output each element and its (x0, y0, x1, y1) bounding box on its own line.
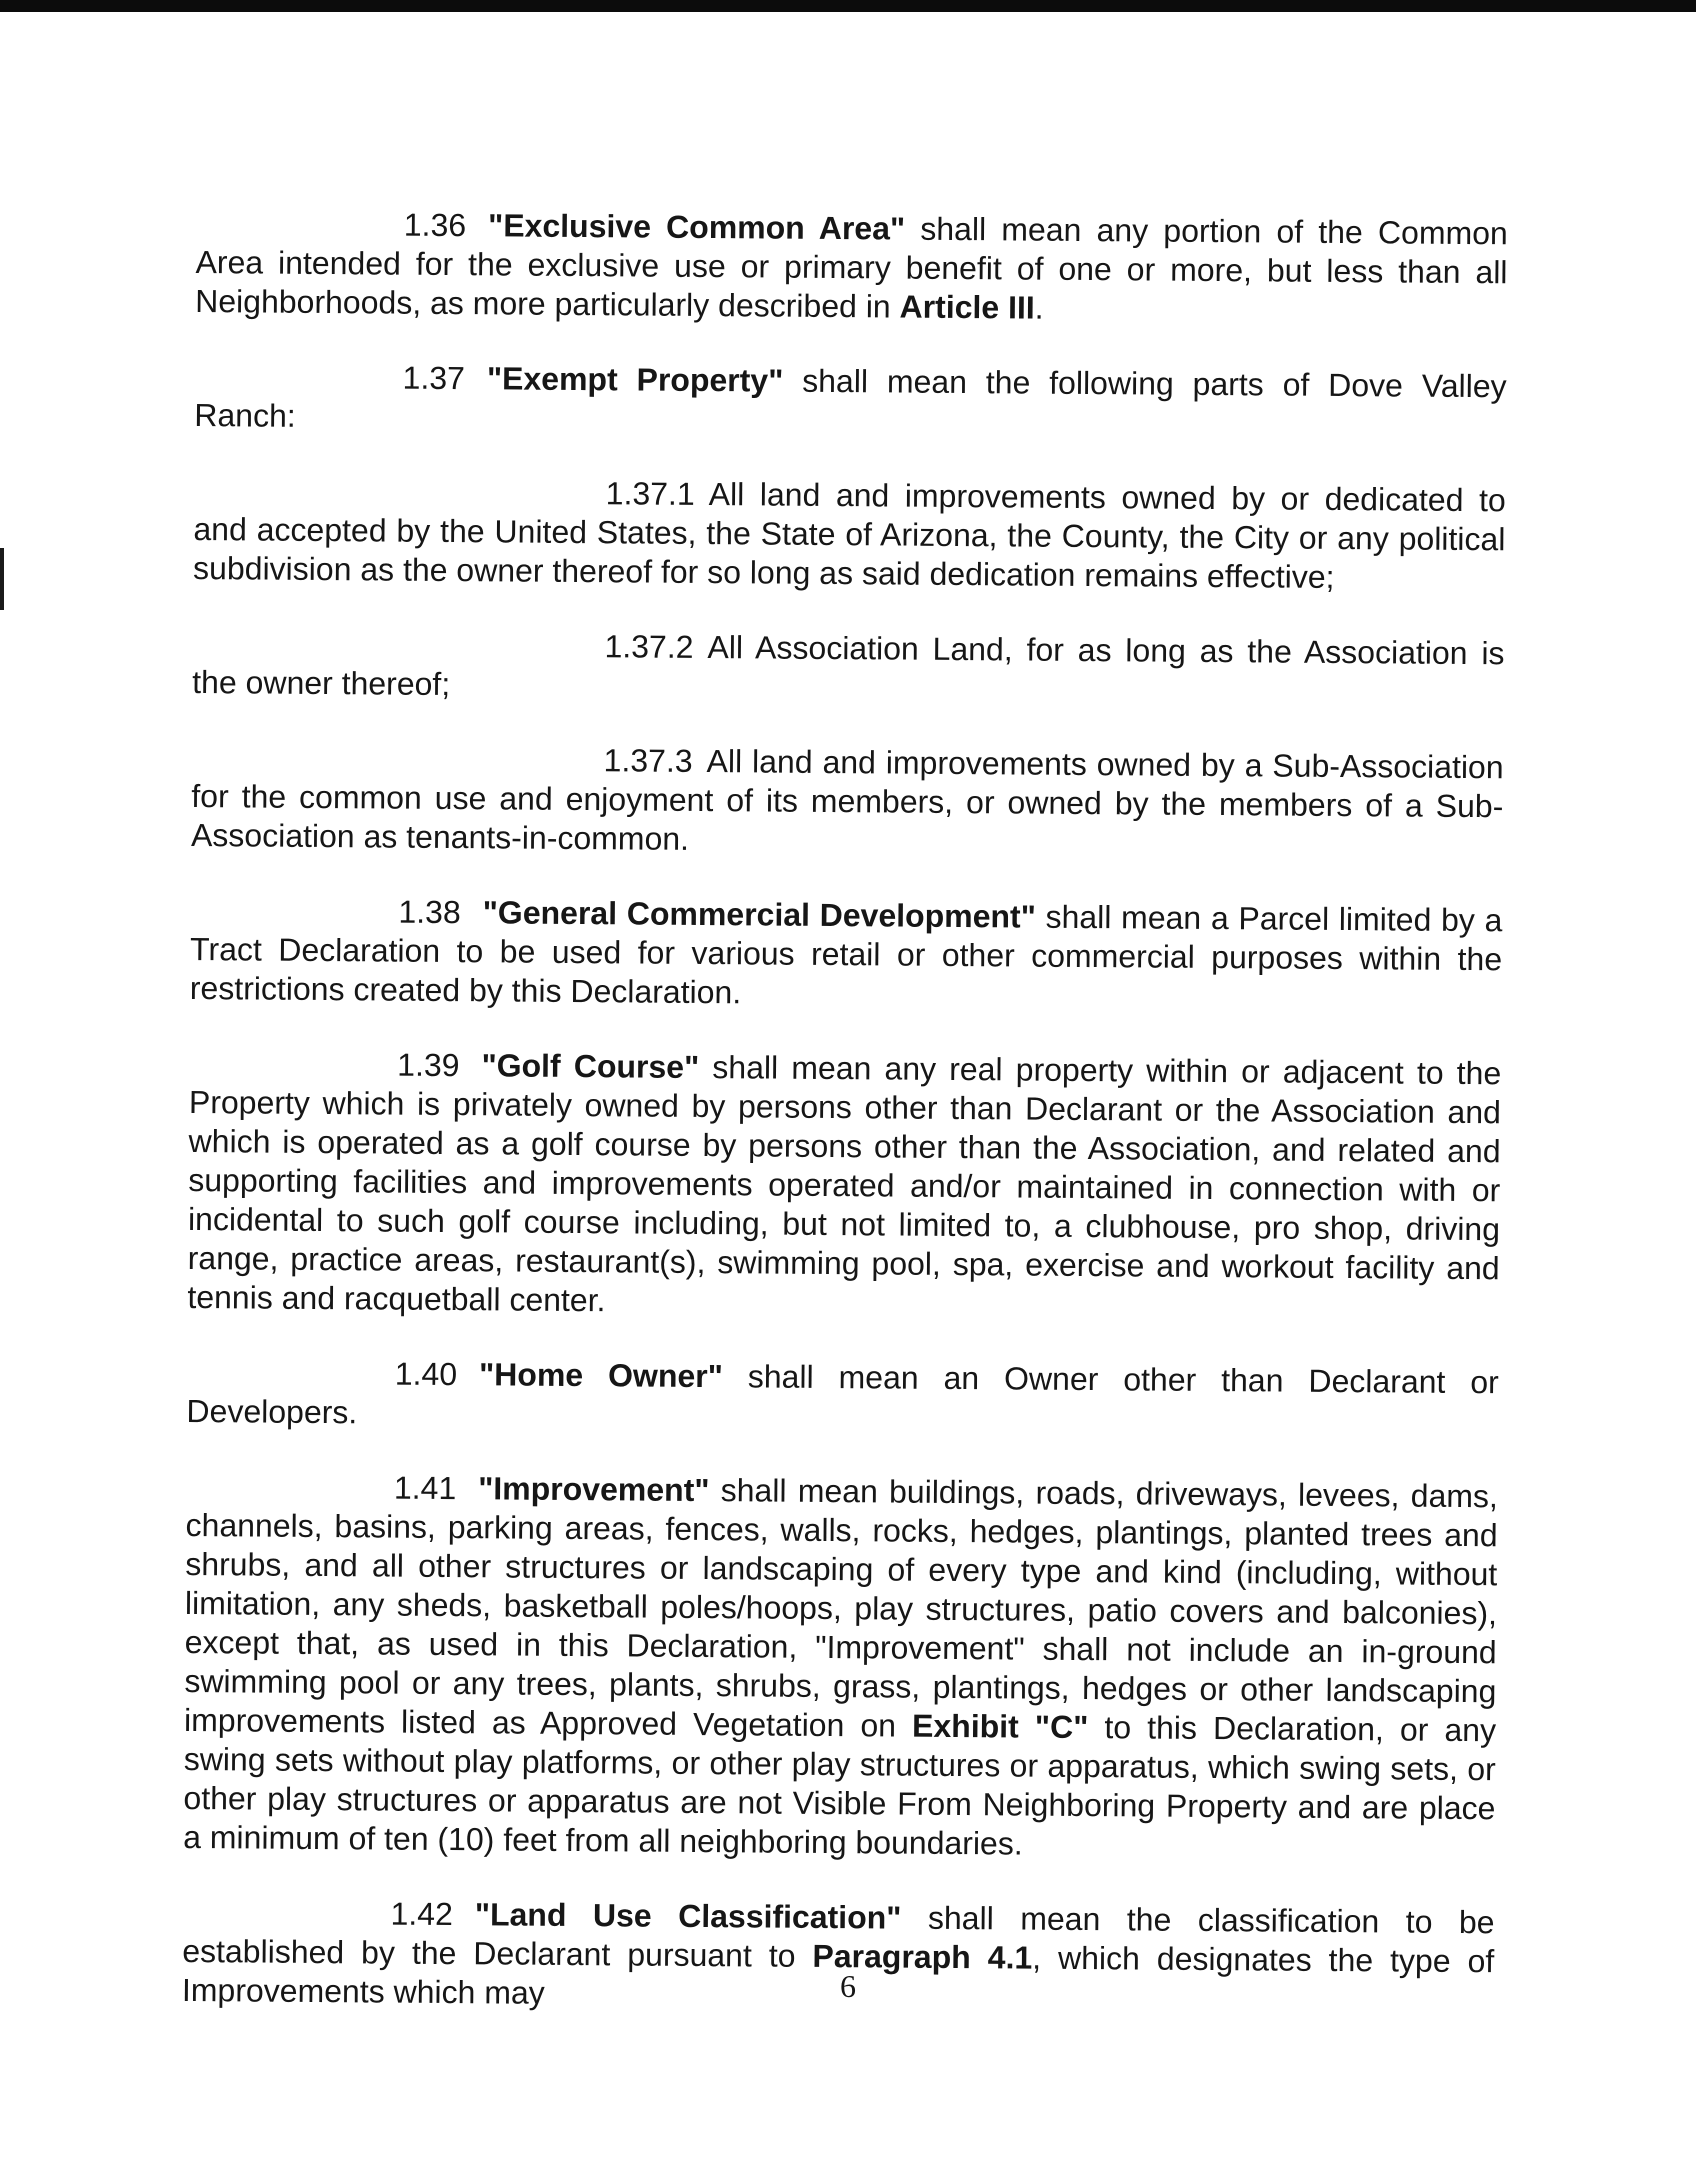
defined-term: "Land Use Classification" (474, 1896, 902, 1936)
defined-term: "Exclusive Common Area" (487, 207, 906, 247)
section-number: 1.37.3 (603, 742, 693, 779)
document-body (182, 204, 1508, 2020)
scan-margin-mark (0, 548, 4, 610)
section-text: All Association Land, for as long as the Association is the owner thereof; (192, 629, 1505, 703)
section-text: shall mean any portion of the Common Area intended for the exclusive use or primary benefit of one or more, but less than all Neighborhoods, as more particularly described in (195, 210, 1508, 325)
section-1-37 (194, 357, 1507, 445)
section-text: . (1034, 289, 1044, 326)
section-1-37-2 (192, 624, 1505, 712)
section-number: 1.37.1 (605, 475, 695, 512)
cross-reference: Paragraph 4.1 (812, 1937, 1033, 1976)
defined-term: "Home Owner" (478, 1356, 724, 1395)
section-number: 1.37.2 (604, 628, 694, 665)
section-text: All land and improvements owned by a Sub-Association for the common use and enjoyment of its members, or owned by the members of a Sub-Association as tenants-in-common. (190, 743, 1504, 857)
section-1-40 (186, 1353, 1499, 1441)
section-text: shall mean the following parts of Dove Valley Ranch: (194, 362, 1507, 434)
section-1-37-1 (193, 471, 1506, 598)
section-number: 1.37 (402, 359, 466, 397)
section-1-41 (183, 1467, 1498, 1867)
section-1-38 (190, 891, 1503, 1018)
section-text: , which designates the type of Improvements which may (181, 1939, 1495, 2011)
section-text: shall mean any real property within or adjacent to the Property which is privately owned by persons other than Declarant or the Association and which is operated as a golf course by persons other than the Association, and related and supporting facilities and improvements operated and/or maintained in connection with or incidental to such golf course including, but not limited to, a clubhouse, pro shop, driving range, practice areas, restaurant(s), swimming pool, spa, exercise and workout facility and tennis and racquetball center. (187, 1048, 1502, 1319)
section-text: shall mean buildings, roads, driveways, levees, dams, channels, basins, parking areas, fences, walls, rocks, hedges, plantings, planted trees and shrubs, and all other structures or landscaping of every type and kind (including, without limitation, any sheds, basketball poles/hoops, play structures, patio covers and balconies), except that, as used in this Declaration, "Improvement" shall not include an in-ground swimming pool or any trees, plants, shrubs, grass, plantings, hedges or other landscaping improvements listed as Approved Vegetation on (183, 1472, 1499, 1744)
page-number: 6 (840, 1968, 856, 2004)
section-1-39 (187, 1044, 1501, 1327)
section-number: 1.40 (394, 1355, 458, 1393)
section-text: shall mean an Owner other than Declarant or Developers. (186, 1358, 1499, 1431)
defined-term: "Exempt Property" (486, 360, 784, 399)
section-number: 1.42 (390, 1895, 453, 1933)
section-text: All land and improvements owned by or dedicated to and accepted by the United States, the State of Arizona, the County, the City or any political subdivision as the owner thereof for so long as said dedication remains effective; (192, 476, 1506, 595)
section-number: 1.36 (403, 206, 467, 244)
cross-reference: Article III (899, 288, 1035, 326)
section-number: 1.39 (397, 1046, 460, 1084)
section-number: 1.41 (393, 1469, 457, 1507)
cross-reference: Exhibit "C" (911, 1707, 1089, 1746)
defined-term: "General Commercial Development" (482, 894, 1036, 935)
section-1-36 (195, 204, 1508, 331)
scan-top-edge (0, 0, 1696, 12)
section-text: to this Declaration, or any swing sets without play platforms, or other play structures or apparatus, which swing sets, or other play structures or apparatus are not Visible From Neighboring Property and are place a minimum of ten (10) feet from all neighboring boundaries. (183, 1709, 1497, 1862)
defined-term: "Improvement" (478, 1470, 710, 1509)
defined-term: "Golf Course" (481, 1047, 700, 1085)
section-1-37-3 (191, 738, 1504, 865)
section-text: shall mean the classification to be established by the Declarant pursuant to (182, 1899, 1495, 1974)
section-text: shall mean a Parcel limited by a Tract Declaration to be used for various retail or other commercial purposes within the restrictions created by this Declaration. (189, 898, 1503, 1011)
section-number: 1.38 (398, 893, 461, 931)
